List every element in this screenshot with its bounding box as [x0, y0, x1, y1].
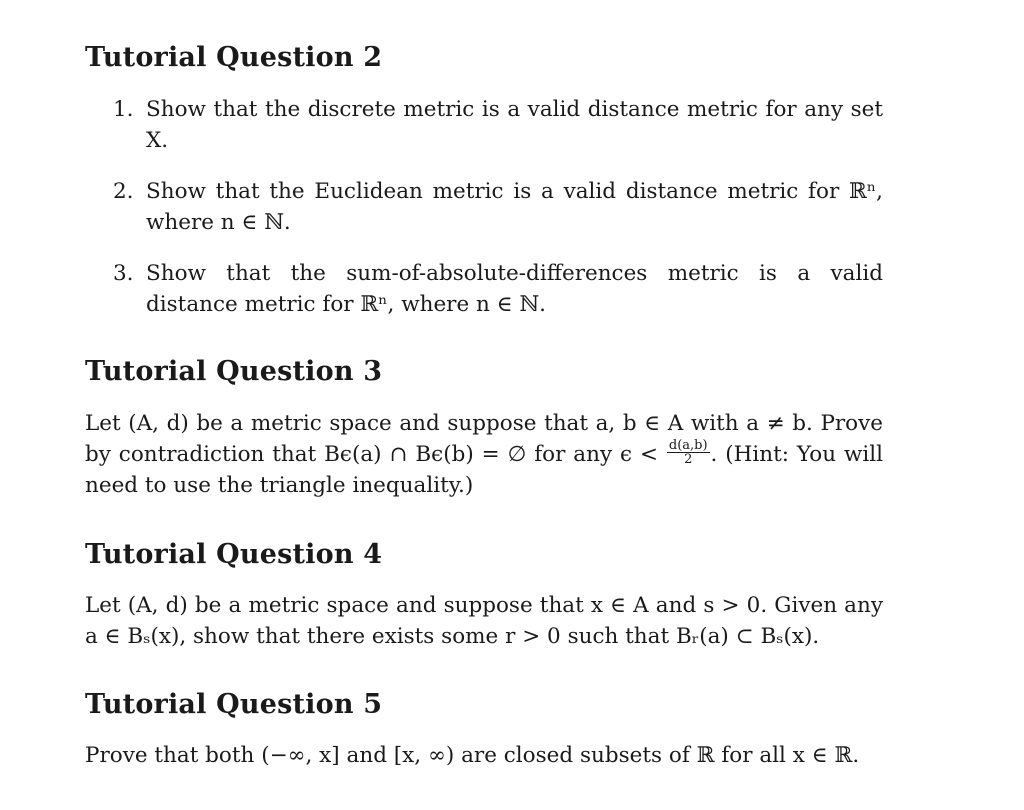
question-2-title: Tutorial Question 2 [85, 42, 383, 73]
question-2-item-1 [113, 94, 883, 156]
question-3-text-before: Let (A, d) be a metric space and suppose that a, b ∈ A with a ≠ b. Prove by contradiction that Bϵ(a) ∩ Bϵ(b) = ∅ for any ϵ < [85, 411, 883, 467]
item-text: Show that the sum-of-absolute-differences metric is a valid distance metric for ℝⁿ, where n ∈ ℕ. [146, 261, 883, 317]
fraction [667, 439, 710, 466]
question-4-text: Let (A, d) be a metric space and suppose that x ∈ A and s > 0. Given any a ∈ Bₛ(x), show that there exists some r > 0 such that Bᵣ(a) ⊂ Bₛ(x). [85, 593, 883, 649]
question-3-title: Tutorial Question 3 [85, 356, 383, 387]
item-text: Show that the discrete metric is a valid distance metric for any set X. [146, 97, 883, 153]
fraction-numerator: d(a,b) [668, 437, 708, 453]
question-4-title: Tutorial Question 4 [85, 539, 383, 570]
item-number: 3. [113, 261, 134, 286]
fraction-denominator: 2 [684, 451, 693, 467]
item-number: 1. [113, 97, 134, 122]
item-number: 2. [113, 179, 134, 204]
question-5-text: Prove that both (−∞, x] and [x, ∞) are closed subsets of ℝ for all x ∈ ℝ. [85, 743, 860, 768]
question-3-text [85, 408, 883, 501]
item-text: Show that the Euclidean metric is a valid distance metric for ℝⁿ, where n ∈ ℕ. [146, 179, 883, 235]
question-5-title: Tutorial Question 5 [85, 689, 383, 720]
question-3-text-after: . (Hint: You will need to use the triangle inequality.) [85, 442, 883, 498]
question-2-item-3 [113, 258, 883, 320]
question-2-item-2 [113, 176, 883, 238]
